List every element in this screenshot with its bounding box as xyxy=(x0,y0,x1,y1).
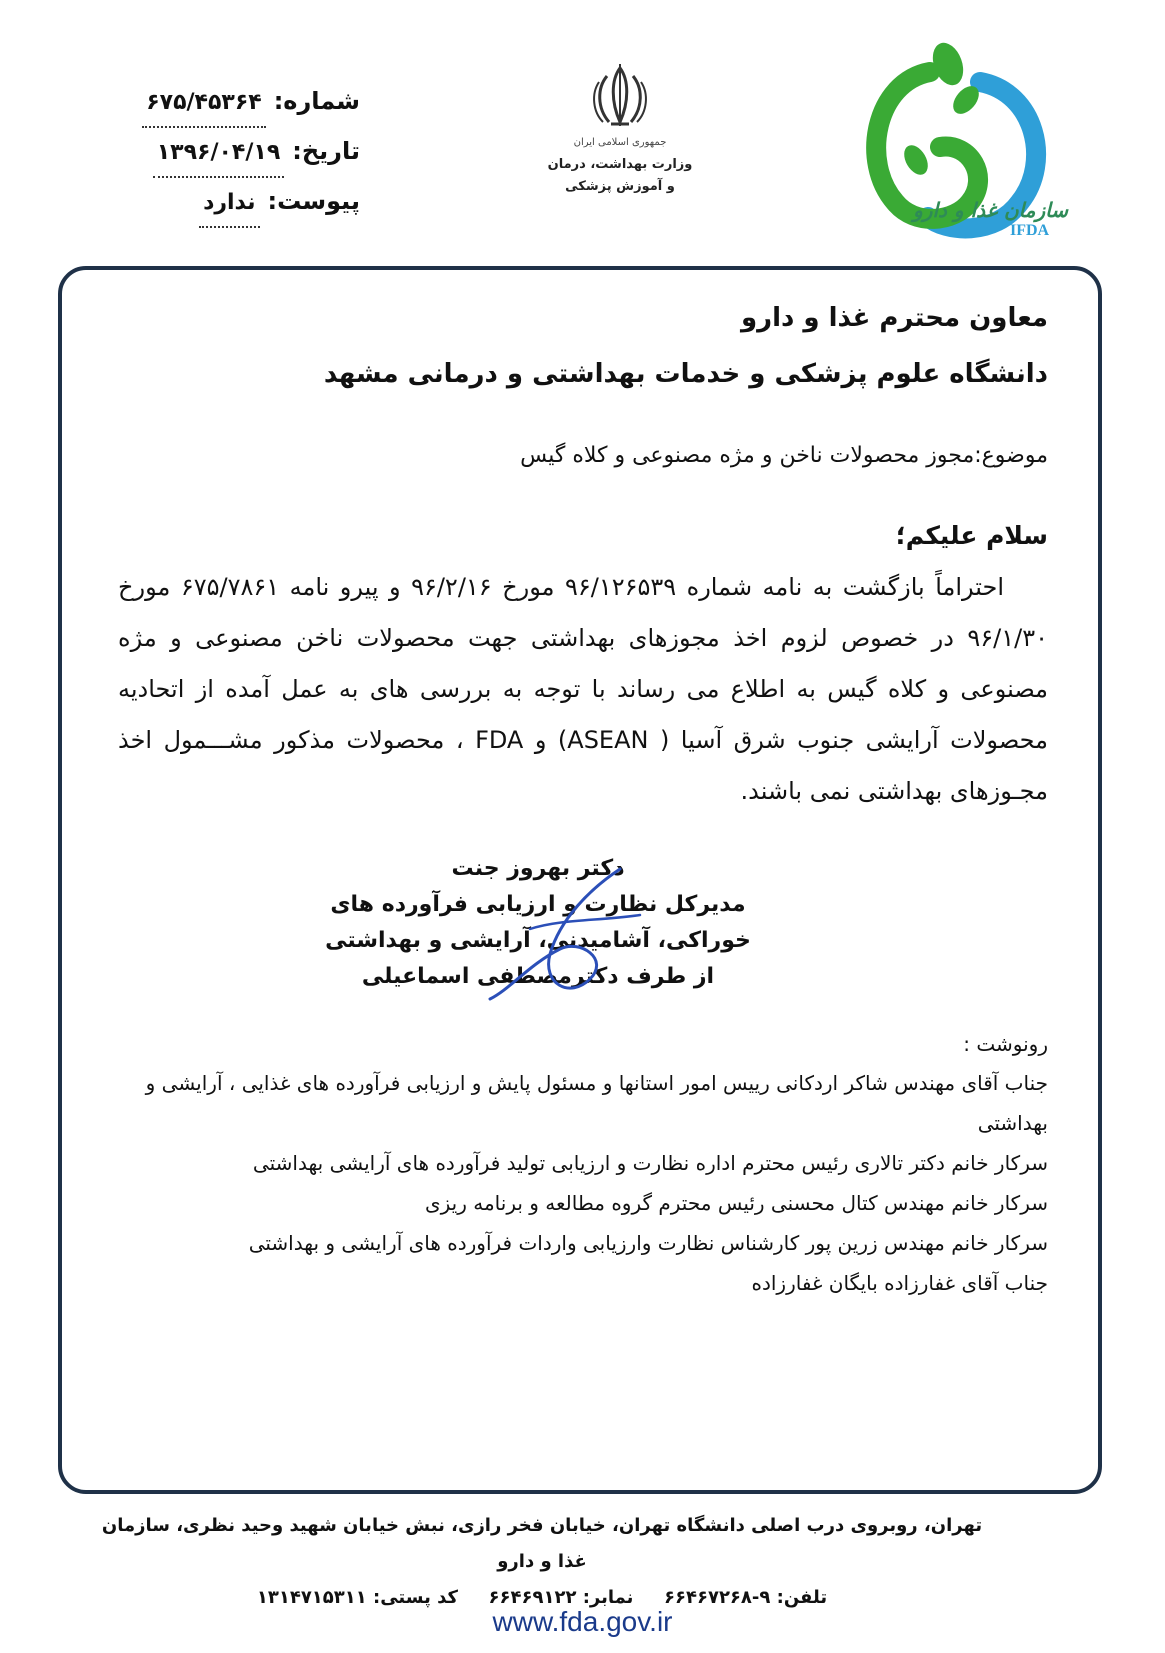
ministry-name-line1: وزارت بهداشت، درمان xyxy=(547,157,693,172)
letter-number-label: شماره: xyxy=(273,87,360,115)
ministry-country: جمهوری اسلامی ایران xyxy=(573,137,667,148)
letter-greeting: سلام علیکم؛ xyxy=(895,521,1048,550)
letter-attachment-row xyxy=(100,178,360,228)
letter-footer xyxy=(96,1508,988,1616)
website-link[interactable]: www.fda.gov.ir xyxy=(492,1606,673,1637)
ministry-name-line2: و آموزش پزشکی xyxy=(565,179,675,194)
letter-number-row xyxy=(100,78,360,128)
letter-content xyxy=(118,290,1048,1303)
iran-emblem-icon xyxy=(587,62,653,132)
letter-number-value: ۶۷۵/۴۵۳۶۴ xyxy=(142,80,265,128)
letter-date-value: ۱۳۹۶/۰۴/۱۹ xyxy=(153,130,285,178)
signer-title-line1: مدیرکل نظارت و ارزیابی فرآورده های xyxy=(330,892,746,917)
cc-line: جناب آقای مهندس شاکر اردکانی رییس امور استانها و مسئول پایش و ارزیابی فرآورده های غذایی ، آرایشی و بهداشتی xyxy=(145,1071,1048,1135)
cc-line: جناب آقای غفارزاده بایگان غفارزاده xyxy=(751,1271,1048,1295)
signer-name: دکتر بهروز جنت xyxy=(451,856,625,881)
letter-body: احتراماً بازگشت به نامه شماره ۹۶/۱۲۶۵۳۹ مورخ ۹۶/۲/۱۶ و پیرو نامه ۶۷۵/۷۸۶۱ مورخ ۹۶/۱/۳۰ در خصوص لزوم اخذ مجوزهای بهداشتی جهت محصولات ناخن مصنوعی و مژه مصنوعی و کلاه گیس به اطلاع می رساند با توجه به بررسی های به عمل آمده از اتحادیه محصولات آرایشی جنوب شرق آسیا ( ASEAN) و FDA ، محصولات مذکور مشـــمول اخذ مجـوزهای بهداشتی نمی باشند. xyxy=(118,573,1048,805)
footer-address: تهران، روبروی درب اصلی دانشگاه تهران، خیابان فخر رازی، نبش خیابان شهید وحید نظری، سازمان غذا و دارو xyxy=(101,1515,983,1572)
footer-fax: نمابر: ۶۶۴۶۹۱۲۲ xyxy=(488,1587,634,1608)
footer-postal: کد پستی: ۱۳۱۴۷۱۵۳۱۱ xyxy=(256,1587,458,1608)
signer-title-line2: خوراکی، آشامیدنی، آرایشی و بهداشتی xyxy=(325,928,751,953)
letter-attachment-label: پیوست: xyxy=(267,187,360,215)
letter-subject: موضوع:مجوز محصولات ناخن و مژه مصنوعی و کلاه گیس xyxy=(520,443,1048,468)
cc-line: سرکار خانم مهندس کتال محسنی رئیس محترم گروه مطالعه و برنامه ریزی xyxy=(424,1191,1048,1215)
handwritten-signature-icon xyxy=(470,859,670,1009)
ifda-abbr: IFDA xyxy=(1010,222,1050,239)
ifda-org-name: سازمان غذا و دارو xyxy=(913,198,1068,222)
footer-phone: تلفن: ۹-۶۶۴۶۷۲۶۸ xyxy=(664,1587,828,1608)
recipient-line2: دانشگاه علوم پزشکی و خدمات بهداشتی و درمانی مشهد xyxy=(323,359,1048,389)
letter-attachment-value: ندارد xyxy=(199,180,259,228)
ministry-block xyxy=(520,62,720,198)
cc-title: رونوشت : xyxy=(963,1032,1048,1056)
recipient-line1: معاون محترم غذا و دارو xyxy=(740,303,1048,333)
letter-date-label: تاریخ: xyxy=(292,137,360,165)
signature-block xyxy=(118,851,1048,995)
signer-on-behalf: از طرف دکترمصطفی اسماعیلی xyxy=(361,964,715,989)
cc-line: سرکار خانم دکتر تالاری رئیس محترم اداره نظارت و ارزیابی تولید فرآورده های آرایشی بهداشتی xyxy=(252,1151,1048,1175)
letter-meta xyxy=(100,78,360,228)
letter-date-row xyxy=(100,128,360,178)
cc-line: سرکار خانم مهندس زرین پور کارشناس نظارت وارزیابی واردات فرآورده های آرایشی و بهداشتی xyxy=(248,1231,1048,1255)
